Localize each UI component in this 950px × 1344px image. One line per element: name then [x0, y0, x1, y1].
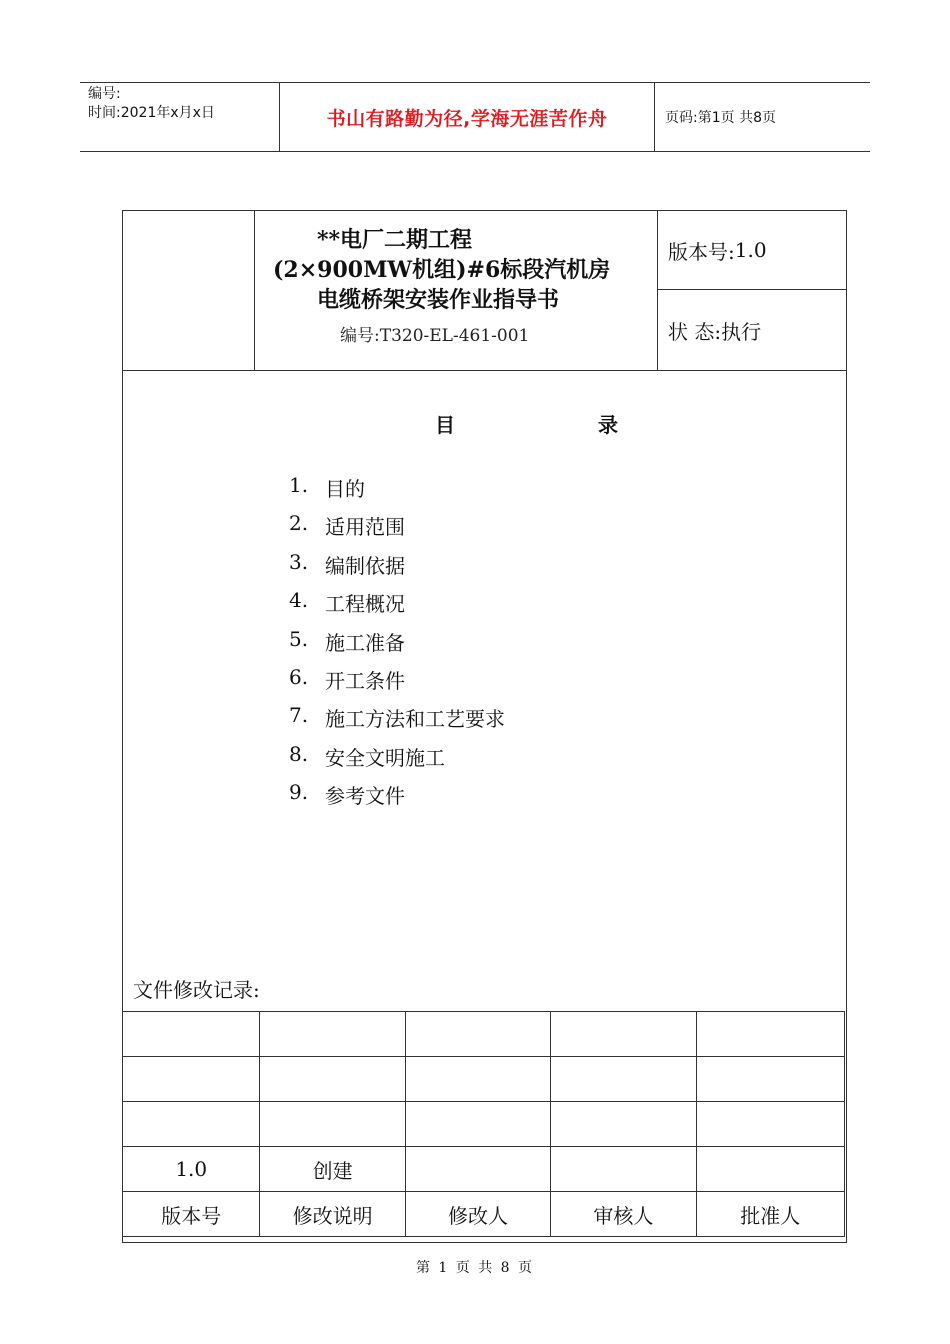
header-page-info: 页码:第1页 共8页: [665, 110, 776, 126]
toc-item-text: 参考文件: [325, 784, 405, 809]
table-cell: [405, 1147, 550, 1192]
toc-item: [289, 742, 505, 780]
table-cell: [123, 1057, 260, 1102]
table-cell: [696, 1147, 844, 1192]
table-cell: [260, 1012, 405, 1057]
toc-item: [289, 473, 505, 511]
table-cell: [405, 1012, 550, 1057]
document-frame: [122, 210, 847, 1243]
title-line-1: **电厂二期工程: [317, 227, 473, 253]
page-header: [80, 82, 870, 152]
title-line-3: 电缆桥架安装作业指导书: [317, 287, 560, 313]
toc-item-text: 编制依据: [325, 553, 405, 578]
toc-item: [289, 703, 505, 741]
toc-item-number: 2.: [289, 511, 309, 536]
table-cell: [551, 1147, 696, 1192]
version-value: 1.0: [734, 238, 767, 262]
table-cell: [696, 1057, 844, 1102]
toc-list: [289, 473, 505, 819]
version-cell: [658, 211, 846, 290]
table-cell: [551, 1102, 696, 1147]
title-line-2: (2×900MW机组)#6标段汽机房: [273, 257, 611, 283]
revision-record-table: [122, 1011, 845, 1237]
title-row: [123, 211, 846, 371]
table-cell: [551, 1012, 696, 1057]
toc-item-number: 7.: [289, 703, 309, 728]
toc-item: [289, 780, 505, 818]
toc-item-text: 工程概况: [325, 592, 405, 617]
toc-item-text: 施工准备: [325, 630, 405, 655]
toc-item-number: 1.: [289, 473, 309, 497]
status-label: 状 态:: [668, 320, 722, 344]
toc-item: [289, 627, 505, 665]
toc-item: [289, 588, 505, 626]
status-cell: [658, 291, 846, 370]
table-row: [123, 1147, 845, 1192]
toc-item-number: 4.: [289, 588, 309, 613]
table-cell: 创建: [260, 1147, 405, 1192]
table-header-cell: 修改人: [405, 1192, 550, 1237]
table-row: [123, 1057, 845, 1102]
logo-cell: [123, 211, 255, 370]
toc-item: [289, 550, 505, 588]
document-number: 编号:T320-EL-461-001: [340, 326, 530, 346]
toc-item-text: 适用范围: [325, 515, 405, 540]
toc-item-text: 开工条件: [325, 668, 405, 693]
toc-item: [289, 665, 505, 703]
table-cell: [405, 1057, 550, 1102]
table-cell: [696, 1012, 844, 1057]
revision-record-label: 文件修改记录:: [133, 978, 260, 1002]
page-footer: 第 1 页 共 8 页: [415, 1260, 535, 1276]
table-cell: 1.0: [123, 1147, 260, 1192]
table-cell: [260, 1057, 405, 1102]
header-number-label: 编号:: [88, 86, 121, 102]
toc-item-text: 安全文明施工: [325, 745, 445, 770]
table-cell: [405, 1102, 550, 1147]
toc-item-number: 3.: [289, 549, 309, 574]
header-meta: [80, 83, 280, 151]
toc-item-number: 6.: [289, 664, 309, 689]
header-motto: 书山有路勤为径,学海无涯苦作舟: [280, 83, 655, 151]
table-header-row: [123, 1192, 845, 1237]
table-header-cell: 批准人: [696, 1192, 844, 1237]
header-time-label: 时间:2021年x月x日: [88, 105, 215, 121]
version-label: 版本号:: [668, 239, 735, 264]
toc-item-number: 8.: [289, 741, 309, 766]
toc-heading: 目 录: [435, 413, 686, 437]
toc-item: [289, 511, 505, 549]
table-cell: [260, 1102, 405, 1147]
toc-item-number: 5.: [289, 626, 309, 651]
table-cell: [551, 1057, 696, 1102]
table-cell: [123, 1012, 260, 1057]
toc-item-text: 施工方法和工艺要求: [325, 707, 505, 732]
title-cell: [255, 211, 658, 370]
status-value: 执行: [721, 320, 762, 344]
table-header-cell: 修改说明: [260, 1192, 405, 1237]
table-cell: [123, 1102, 260, 1147]
toc-item-text: 目的: [325, 477, 365, 501]
table-header-cell: 审核人: [551, 1192, 696, 1237]
table-row: [123, 1102, 845, 1147]
table-cell: [696, 1102, 844, 1147]
table-header-cell: 版本号: [123, 1192, 260, 1237]
toc-item-number: 9.: [289, 780, 309, 805]
table-row: [123, 1012, 845, 1057]
